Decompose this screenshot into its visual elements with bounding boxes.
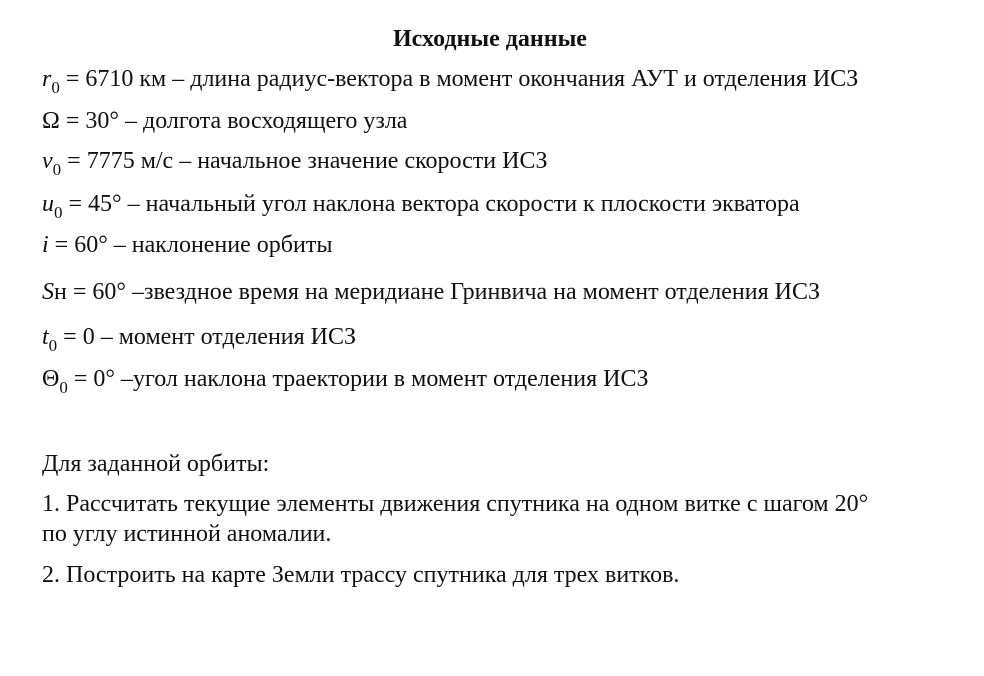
page-title: Исходные данные — [393, 26, 587, 52]
param-symbol: r — [42, 66, 52, 92]
param-text: = 60° – наклонение орбиты — [48, 232, 333, 258]
tasks-heading: Для заданной орбиты: — [42, 451, 270, 477]
param-subscript: 0 — [52, 160, 62, 179]
param-line-r0 — [42, 64, 858, 96]
param-symbol: S — [42, 279, 54, 305]
task-item-1-line-1: 1. Рассчитать текущие элементы движения спутника на одном витке с шагом 20° — [42, 491, 869, 517]
param-text: = 45° – начальный угол наклона вектора скорости к плоскости экватора — [62, 191, 800, 217]
param-subscript: 0 — [51, 78, 60, 97]
param-text: = 60° –звездное время на меридиане Гринвича на момент отделения ИСЗ — [66, 279, 821, 305]
param-symbol: i — [42, 232, 49, 258]
param-subscript: 0 — [48, 336, 58, 355]
param-subscript: 0 — [54, 203, 63, 222]
param-symbol: Θ — [42, 366, 60, 392]
param-line-u0 — [42, 189, 800, 221]
param-line-theta0 — [42, 364, 648, 396]
param-text: = 0° –угол наклона траектории в момент отделения ИСЗ — [67, 366, 649, 392]
param-line-v0 — [42, 146, 548, 178]
param-text: = 7775 м/с – начальное значение скорости ИСЗ — [61, 148, 548, 174]
param-subscript: н — [54, 279, 67, 305]
param-line-i — [42, 230, 332, 262]
param-line-sh — [42, 277, 820, 307]
param-line-t0 — [42, 322, 356, 354]
param-subscript: 0 — [59, 378, 68, 397]
param-symbol: t — [42, 324, 49, 350]
param-line-omega — [42, 106, 407, 138]
task-item-2: 2. Построить на карте Земли трассу спутника для трех витков. — [42, 562, 680, 588]
param-symbol: Ω — [42, 108, 60, 134]
param-text: = 6710 км – длина радиус-вектора в момент окончания АУТ и отделения ИСЗ — [59, 66, 859, 92]
param-text: = 0 – момент отделения ИСЗ — [57, 324, 357, 350]
param-symbol: u — [42, 191, 54, 217]
task-item-1-line-2: по углу истинной аномалии. — [42, 521, 332, 547]
param-symbol: v — [42, 148, 53, 174]
param-text: = 30° – долгота восходящего узла — [59, 108, 408, 134]
